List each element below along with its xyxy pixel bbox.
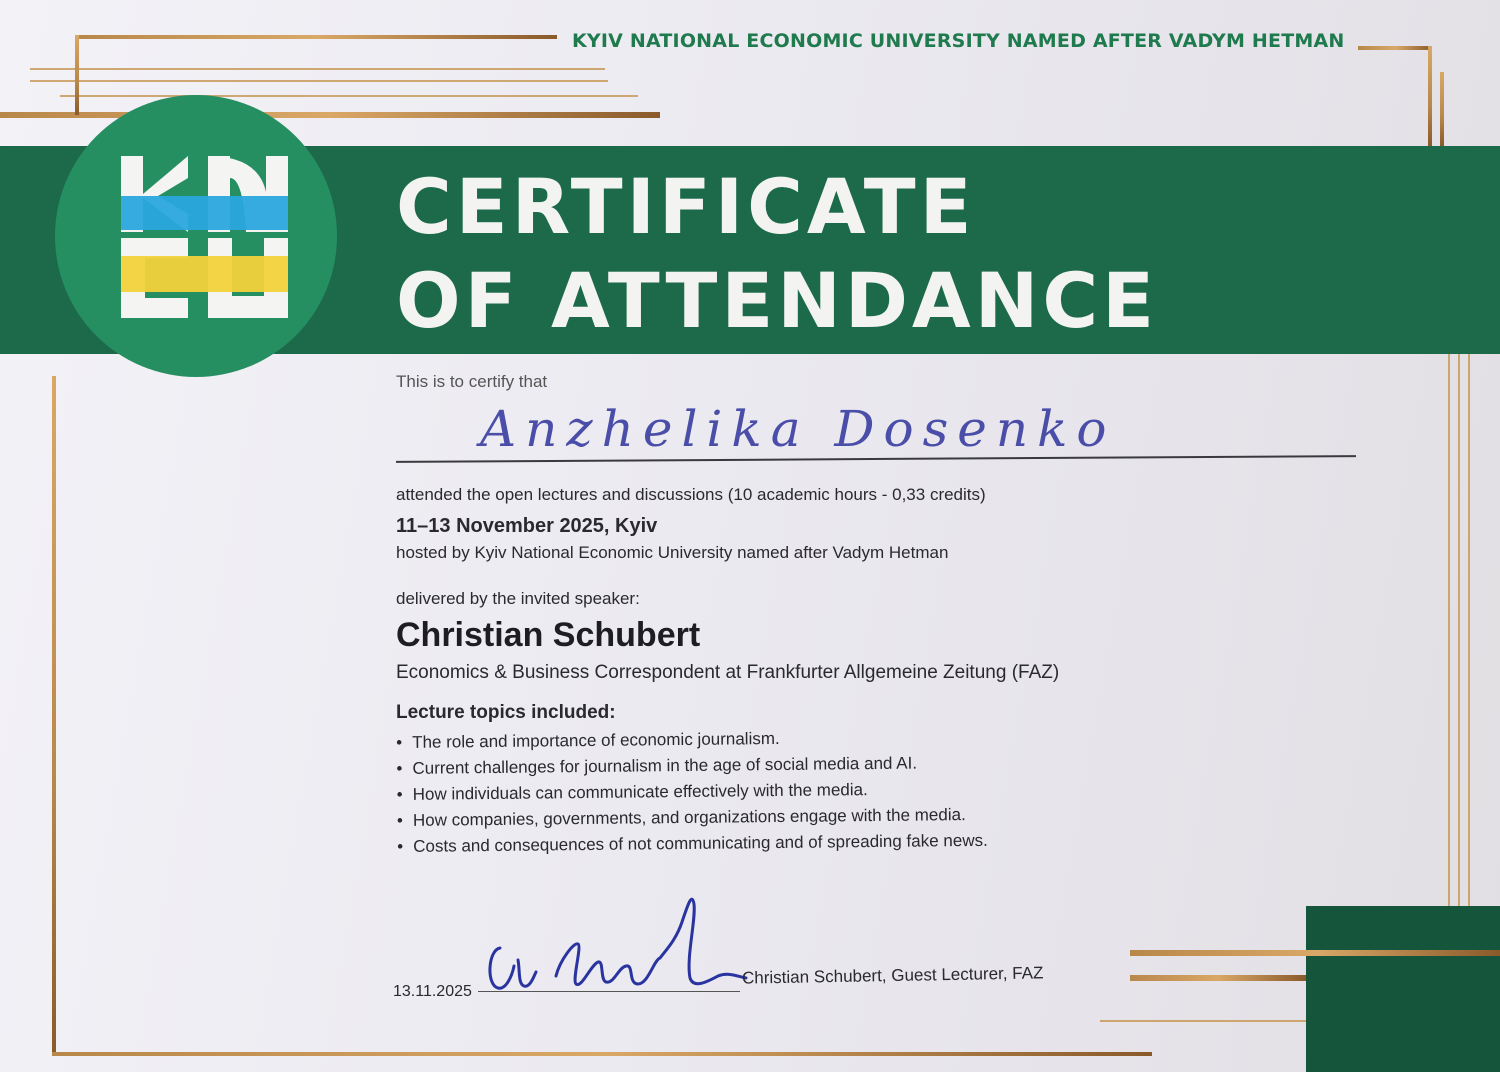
gold-line-top-right <box>1358 46 1432 50</box>
gold-line-bottom <box>52 1052 1152 1056</box>
gold-line-left-lower <box>52 376 56 1056</box>
bullet: • <box>396 758 403 778</box>
topic-text: How companies, governments, and organizations engage with the media. <box>412 805 966 830</box>
gold-line-left <box>75 35 79 115</box>
delivered-by-text: delivered by the invited speaker: <box>396 589 640 608</box>
bullet: • <box>396 784 403 804</box>
topics-heading: Lecture topics included: <box>396 702 616 723</box>
speaker-name: Christian Schubert <box>396 616 701 654</box>
kneu-logo-icon <box>118 156 288 318</box>
topics-list <box>396 724 988 860</box>
university-name: KYIV NATIONAL ECONOMIC UNIVERSITY NAMED AFTER VADYM HETMAN <box>572 30 1345 52</box>
gold-line-right-3 <box>1458 354 1460 914</box>
certificate-title <box>396 160 1158 348</box>
gold-line-right-outer <box>1428 46 1432 146</box>
gold-line-top-4 <box>60 95 638 97</box>
title-line-1: CERTIFICATE <box>396 162 976 251</box>
signature-date: 13.11.2025 <box>393 983 472 1000</box>
certify-text: This is to certify that <box>396 372 548 391</box>
speaker-role: Economics & Business Correspondent at Frankfurter Allgemeine Zeitung (FAZ) <box>396 662 1060 683</box>
topic-text: The role and importance of economic journalism. <box>412 728 780 752</box>
list-item <box>397 828 988 860</box>
topic-text: Current challenges for journalism in the age of social media and AI. <box>412 753 918 778</box>
gold-line-bottom-2 <box>1100 1020 1310 1022</box>
signature-line <box>478 991 740 992</box>
gold-line-top-2 <box>30 68 605 70</box>
topic-text: How individuals can communicate effectively with the media. <box>412 780 868 804</box>
topic-text: Costs and consequences of not communicating and of spreading fake news. <box>413 830 988 856</box>
event-dates: 11–13 November 2025, Kyiv <box>396 515 658 537</box>
gold-line-right-2 <box>1448 354 1450 914</box>
bullet: • <box>397 836 404 856</box>
host-text: hosted by Kyiv National Economic University named after Vadym Hetman <box>396 543 949 562</box>
signer-caption: Christian Schubert, Guest Lecturer, FAZ <box>741 963 1044 988</box>
gold-line-bottom-right-2 <box>1130 975 1306 981</box>
title-line-2: OF ATTENDANCE <box>396 256 1159 345</box>
gold-line-right-1 <box>1440 72 1444 146</box>
gold-line-bottom-right <box>1130 950 1500 956</box>
gold-line-right-4 <box>1468 354 1470 914</box>
handwritten-signature <box>478 880 758 1005</box>
gold-line-top-left <box>75 35 557 39</box>
recipient-name: Anzhelika Dosenko <box>480 400 1116 458</box>
gold-line-top-3 <box>30 80 608 82</box>
bullet: • <box>396 810 403 830</box>
corner-green-block <box>1306 906 1500 1072</box>
attendance-text: attended the open lectures and discussions (10 academic hours - 0,33 credits) <box>396 485 986 504</box>
bullet: • <box>396 732 403 752</box>
gold-line-top-5 <box>0 112 660 118</box>
